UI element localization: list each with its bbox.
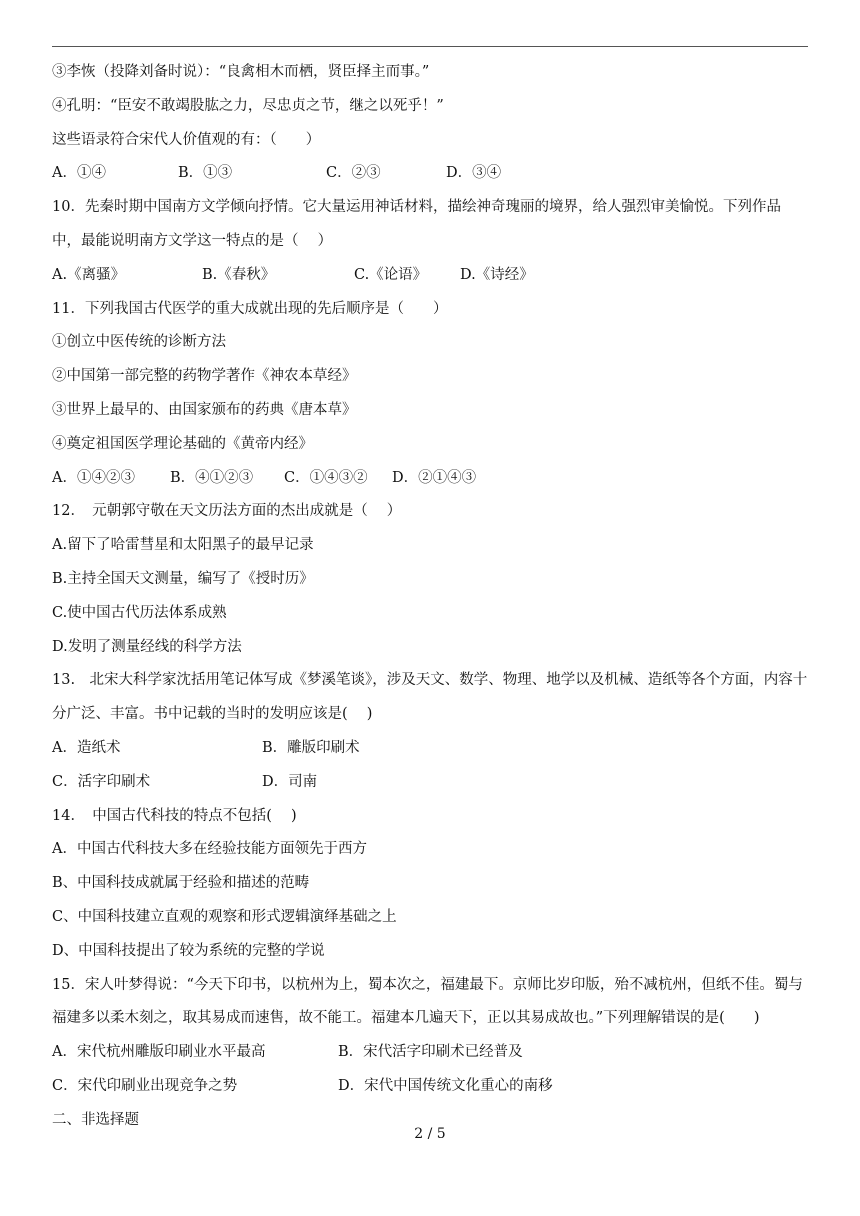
option-c: C．②③ bbox=[326, 165, 381, 182]
option-a: A．①④②③ bbox=[52, 469, 135, 486]
option-a: A.《离骚》 bbox=[52, 266, 126, 283]
q11-item: ①创立中医传统的诊断方法 bbox=[52, 334, 226, 351]
option-c: C.《论语》 bbox=[354, 266, 428, 283]
question-14-stem: 14． 中国古代科技的特点不包括( ) bbox=[52, 807, 297, 824]
option-a: A.留下了哈雷彗星和太阳黑子的最早记录 bbox=[52, 537, 314, 554]
question-13-stem: 13. 北宋大科学家沈括用笔记体写成《梦溪笔谈》，涉及天文、数学、物理、地学以及机械、造纸等各个方面，内容十分广泛、丰富。书中记载的当时的发明应该是( ) bbox=[52, 672, 808, 723]
q10-options bbox=[52, 259, 808, 293]
text-line: ③李恢（投降刘备时说）：“良禽相木而栖，贤臣择主而事。” bbox=[52, 64, 430, 80]
option-a: A．①④ bbox=[52, 165, 106, 182]
text-line: 这些语录符合宋代人价值观的有：（ ） bbox=[52, 131, 321, 148]
option-d: D．司南 bbox=[262, 773, 318, 790]
option-b: B、中国科技成就属于经验和描述的范畴 bbox=[52, 875, 310, 892]
option-a: A．中国古代科技大多在经验技能方面领先于西方 bbox=[52, 841, 367, 858]
option-b: B．雕版印刷术 bbox=[262, 739, 360, 756]
option-d: D.《诗经》 bbox=[460, 266, 534, 283]
option-c: C、中国科技建立直观的观察和形式逻辑演绎基础之上 bbox=[52, 908, 397, 925]
q13-options-row-2 bbox=[52, 766, 808, 800]
q9-options bbox=[52, 157, 808, 191]
section-heading: 二、非选择题 bbox=[52, 1111, 139, 1128]
q11-item: ④奠定祖国医学理论基础的《黄帝内经》 bbox=[52, 435, 313, 452]
option-a: A．造纸术 bbox=[52, 739, 121, 756]
q11-options bbox=[52, 462, 808, 496]
q11-item: ②中国第一部完整的药物学著作《神农本草经》 bbox=[52, 368, 357, 385]
option-c: C．活字印刷术 bbox=[52, 773, 151, 790]
option-c: C．①④③② bbox=[284, 469, 368, 486]
option-b: B．宋代活字印刷术已经普及 bbox=[338, 1044, 523, 1061]
option-b: B．④①②③ bbox=[170, 469, 254, 486]
option-d: D.发明了测量经线的科学方法 bbox=[52, 638, 242, 655]
option-c: C．宋代印刷业出现竞争之势 bbox=[52, 1077, 238, 1094]
option-d: D．③④ bbox=[446, 165, 502, 182]
question-12-stem: 12． 元朝郭守敬在天文历法方面的杰出成就是（ ） bbox=[52, 503, 402, 520]
header-rule bbox=[52, 46, 808, 47]
question-11-stem: 11．下列我国古代医学的重大成就出现的先后顺序是（ ） bbox=[52, 300, 448, 317]
text-line: ④孔明：“臣安不敢竭股肱之力，尽忠贞之节，继之以死乎！” bbox=[52, 97, 444, 114]
option-c: C.使中国古代历法体系成熟 bbox=[52, 604, 227, 621]
option-d: D．②①④③ bbox=[392, 469, 477, 486]
question-10-stem: 10．先秦时期中国南方文学倾向抒情。它大量运用神话材料，描绘神奇瑰丽的境界，给人强烈审美愉悦。下列作品中，最能说明南方文学这一特点的是（ ） bbox=[52, 199, 781, 249]
q13-options-row-1 bbox=[52, 732, 808, 766]
q11-item: ③世界上最早的、由国家颁布的药典《唐本草》 bbox=[52, 401, 357, 418]
option-a: A．宋代杭州雕版印刷业水平最高 bbox=[52, 1044, 266, 1061]
question-15-stem: 15．宋人叶梦得说：“今天下印书，以杭州为上，蜀本次之，福建最下。京师比岁印版，殆不减杭州，但纸不佳。蜀与福建多以柔木刻之，取其易成而速售，故不能工。福建本几遍天下，正以其易成故也。”下列理解错误的是( ) bbox=[52, 976, 803, 1027]
option-b: B.主持全国天文测量，编写了《授时历》 bbox=[52, 570, 314, 587]
option-b: B．①③ bbox=[178, 165, 233, 182]
option-d: D．宋代中国传统文化重心的南移 bbox=[338, 1077, 553, 1094]
exam-page-content bbox=[52, 56, 808, 1138]
option-d: D、中国科技提出了较为系统的完整的学说 bbox=[52, 942, 325, 959]
option-b: B.《春秋》 bbox=[202, 266, 276, 283]
page-number: 2 / 5 bbox=[414, 1126, 446, 1142]
q15-options-row-2 bbox=[52, 1070, 808, 1104]
q15-options-row-1 bbox=[52, 1036, 808, 1070]
